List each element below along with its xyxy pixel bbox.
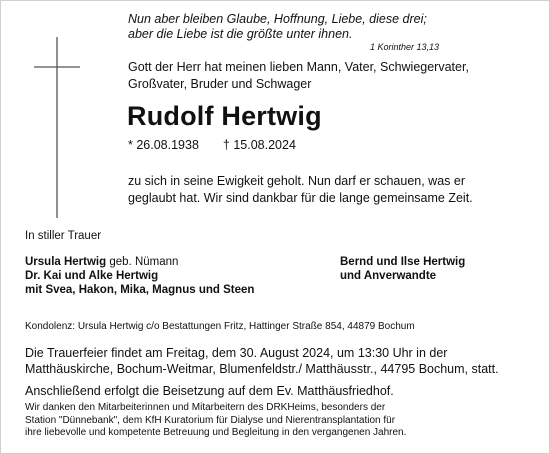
thanks-line-2: Station "Dünnebank", dem KfH Kuratorium für Dialyse und Nierentransplantation für bbox=[25, 414, 396, 426]
mourners-left bbox=[25, 255, 254, 297]
funeral-info bbox=[25, 346, 499, 377]
intro-text bbox=[128, 59, 469, 92]
quote-line-1: Nun aber bleiben Glaube, Hoffnung, Liebe, diese drei; bbox=[128, 12, 427, 26]
cross-icon bbox=[0, 0, 120, 230]
thanks-line-1: Wir danken den Mitarbeiterinnen und Mitarbeitern des DRKHeims, besonders der bbox=[25, 402, 386, 413]
mourning-title: In stiller Trauer bbox=[25, 230, 102, 242]
condolence-address: Kondolenz: Ursula Hertwig c/o Bestattungen Fritz, Hattinger Straße 854, 44879 Bochum bbox=[25, 321, 415, 332]
mourner-right-line-2: und Anverwandte bbox=[340, 270, 437, 282]
mourner-line-1 bbox=[25, 255, 254, 269]
funeral-line-2: Matthäuskirche, Bochum-Weitmar, Blumenfeldstr./ Matthäusstr., 44795 Bochum, statt. bbox=[25, 361, 499, 376]
burial-info: Anschließend erfolgt die Beisetzung auf dem Ev. Matthäusfriedhof. bbox=[25, 384, 394, 398]
thanks-text bbox=[25, 402, 406, 440]
eternity-text bbox=[128, 173, 473, 206]
mourner-line-2: Dr. Kai und Alke Hertwig bbox=[25, 270, 159, 282]
mourner-name-ursula: Ursula Hertwig bbox=[25, 256, 107, 268]
bible-quote bbox=[128, 12, 427, 42]
deceased-name: Rudolf Hertwig bbox=[127, 101, 322, 131]
death-date: † 15.08.2024 bbox=[222, 138, 296, 152]
intro-line-1: Gott der Herr hat meinen lieben Mann, Vater, Schwiegervater, bbox=[128, 60, 469, 74]
quote-line-2: aber die Liebe ist die größte unter ihnen. bbox=[128, 27, 353, 41]
birth-date: * 26.08.1938 bbox=[128, 138, 199, 152]
mourner-right-line-1: Bernd und Ilse Hertwig bbox=[340, 256, 466, 268]
eternity-line-2: geglaubt hat. Wir sind dankbar für die lange gemeinsame Zeit. bbox=[128, 190, 473, 205]
funeral-line-1: Die Trauerfeier findet am Freitag, dem 30. August 2024, um 13:30 Uhr in der bbox=[25, 346, 448, 360]
intro-line-2: Großvater, Bruder und Schwager bbox=[128, 76, 312, 91]
quote-source: 1 Korinther 13,13 bbox=[370, 42, 440, 52]
mourner-line-3: mit Svea, Hakon, Mika, Magnus und Steen bbox=[25, 284, 255, 296]
mourners-right bbox=[340, 255, 465, 283]
life-dates bbox=[128, 138, 296, 152]
thanks-line-3: ihre liebevolle und kompetente Betreuung und Begleitung in den vergangenen Jahren. bbox=[25, 427, 407, 438]
mourner-maiden-name: geb. Nümann bbox=[106, 256, 179, 268]
eternity-line-1: zu sich in seine Ewigkeit geholt. Nun darf er schauen, was er bbox=[128, 174, 465, 188]
